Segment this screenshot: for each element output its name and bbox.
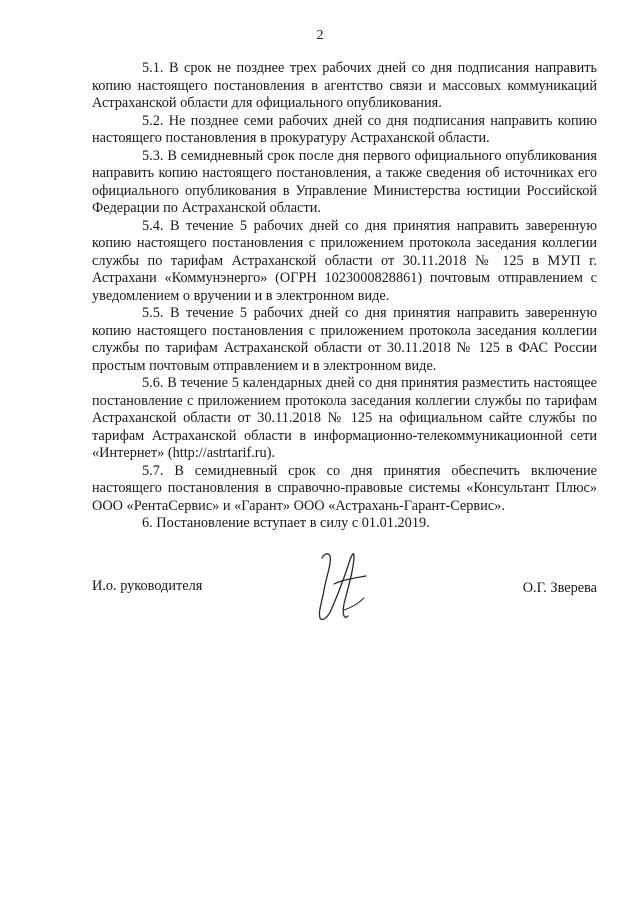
handwritten-signature [314, 548, 374, 624]
paragraph-5-5: 5.5. В течение 5 рабочих дней со дня принятия направить заверенную копию настоящего постановления с приложением протокола заседания коллегии службы по тарифам Астраханской области от 30.11.2018 № 125 в ФАС России простым почтовым отправлением и в электронном виде. [92, 305, 597, 374]
paragraph-6: 6. Постановление вступает в силу с 01.01.2019. [142, 515, 430, 531]
signatory-name: О.Г. Зверева [522, 580, 597, 596]
signature-block [92, 548, 597, 638]
paragraph-5-7: 5.7. В семидневный срок со дня принятия обеспечить включение настоящего постановления в справочно-правовые системы «Консультант Плюс» ООО «РентаСервис» и «Гарант» ООО «Астрахань-Гарант-Сервис». [92, 462, 597, 514]
paragraph-5-3: 5.3. В семидневный срок после дня первого официального опубликования направить копию настоящего постановления, а также сведения об источниках его официального опубликования в Управление Министерства юстиции Российской Федерации по Астраханской области. [92, 147, 597, 216]
page-number: 2 [316, 28, 324, 43]
document-body [92, 60, 597, 533]
signatory-title: И.о. руководителя [92, 578, 203, 594]
paragraph-5-6: 5.6. В течение 5 календарных дней со дня принятия разместить настоящее постановление с приложением протокола заседания коллегии службы по тарифам Астраханской области от 30.11.2018 № 125 на официальном сайте службы по тарифам Астраханской области в информационно-телекоммуникационной сети «Интернет» (http://astrtarif.ru). [92, 375, 597, 461]
paragraph-5-1: 5.1. В срок не позднее трех рабочих дней со дня подписания направить копию настоящего постановления в агентство связи и массовых коммуникаций Астраханской области для официального опубликования. [92, 60, 597, 111]
paragraph-5-2: 5.2. Не позднее семи рабочих дней со дня подписания направить копию настоящего постановления в прокуратуру Астраханской области. [92, 112, 597, 146]
paragraph-5-4: 5.4. В течение 5 рабочих дней со дня принятия направить заверенную копию настоящего постановления с приложением протокола заседания коллегии службы по тарифам Астраханской области от 30.11.2018 № 125 в МУП г. Астрахани «Коммунэнерго» (ОГРН 1023000828861) почтовым отправлением с уведомлением о вручении и в электронном виде. [92, 217, 597, 304]
